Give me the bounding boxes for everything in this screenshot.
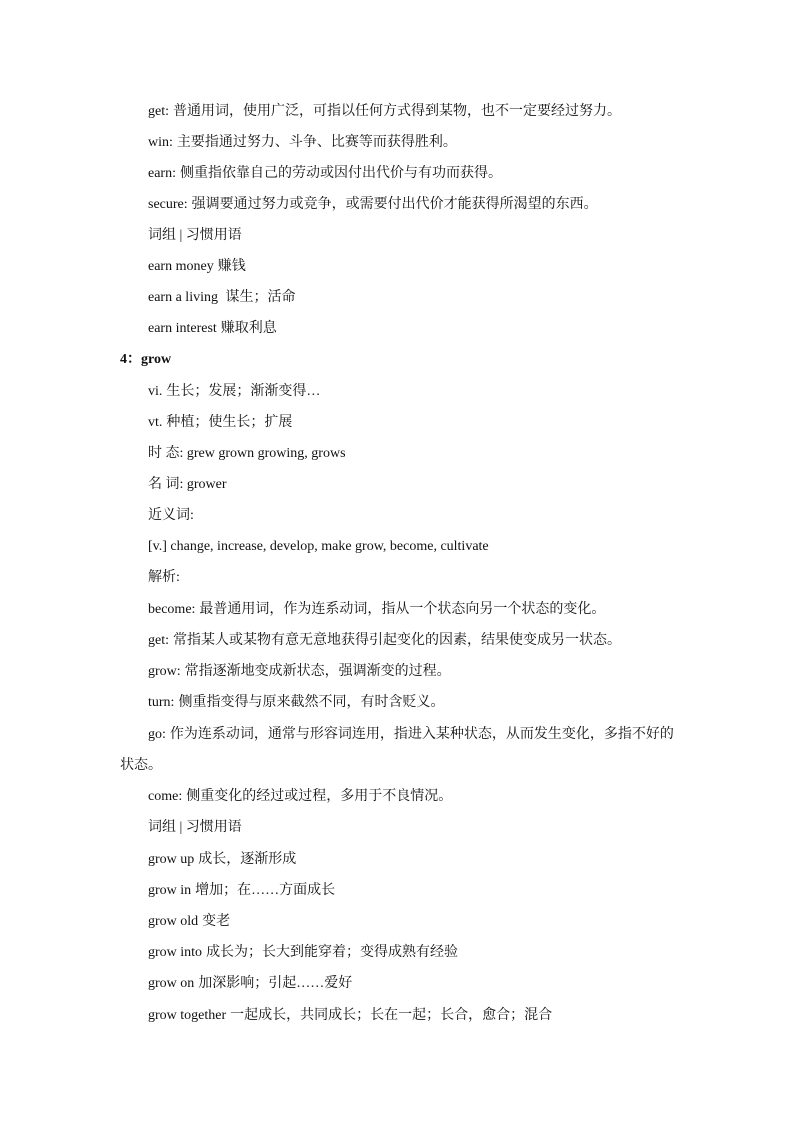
grow-definition-vi: vi. 生长；发展；渐渐变得… <box>148 384 321 399</box>
grow-phrase-up: grow up 成长，逐渐形成 <box>148 852 297 867</box>
grow-analysis-get: get: 常指某人或某物有意无意地获得引起变化的因素，结果使变成另一状态。 <box>148 633 621 648</box>
grow-synonyms-list: [v.] change, increase, develop, make grow, become, cultivate <box>148 539 489 554</box>
earn-synonym-secure: secure: 强调要通过努力或竞争，或需要付出代价才能获得所渴望的东西。 <box>148 197 598 212</box>
earn-phrase-money: earn money 赚钱 <box>148 259 246 274</box>
grow-heading: 4：grow <box>120 352 172 367</box>
grow-phrases-heading: 词组 | 习惯用语 <box>148 820 242 835</box>
earn-phrases-heading: 词组 | 习惯用语 <box>148 228 242 243</box>
grow-analysis-come: come: 侧重变化的经过或过程，多用于不良情况。 <box>148 789 453 804</box>
earn-synonym-get: get: 普通用词，使用广泛，可指以任何方式得到某物，也不一定要经过努力。 <box>148 104 621 119</box>
earn-phrase-interest: earn interest 赚取利息 <box>148 321 277 336</box>
grow-analysis-label: 解析: <box>148 570 180 585</box>
grow-phrase-together: grow together 一起成长，共同成长；长在一起；长合，愈合；混合 <box>148 1008 553 1023</box>
grow-analysis-grow: grow: 常指逐渐地变成新状态，强调渐变的过程。 <box>148 664 451 679</box>
grow-tense: 时 态: grew grown growing, grows <box>148 446 346 461</box>
earn-synonym-win: win: 主要指通过努力、斗争、比赛等而获得胜利。 <box>148 135 457 150</box>
grow-phrase-in: grow in 增加；在……方面成长 <box>148 883 336 898</box>
grow-noun: 名 词: grower <box>148 477 227 492</box>
grow-synonyms-label: 近义词: <box>148 508 194 523</box>
earn-phrase-living: earn a living 谋生；活命 <box>148 290 296 305</box>
grow-analysis-go: go: 作为连系动词，通常与形容词连用，指进入某种状态，从而发生变化，多指不好的 <box>148 727 674 742</box>
grow-analysis-become: become: 最普通用词，作为连系动词，指从一个状态向另一个状态的变化。 <box>148 602 606 617</box>
grow-analysis-go-continued: 状态。 <box>120 758 162 773</box>
grow-definition-vt: vt. 种植；使生长；扩展 <box>148 415 293 430</box>
grow-phrase-into: grow into 成长为；长大到能穿着；变得成熟有经验 <box>148 945 459 960</box>
grow-phrase-old: grow old 变老 <box>148 914 231 929</box>
grow-phrase-on: grow on 加深影响；引起……爱好 <box>148 976 353 991</box>
earn-synonym-earn: earn: 侧重指依靠自己的劳动或因付出代价与有功而获得。 <box>148 166 502 181</box>
grow-analysis-turn: turn: 侧重指变得与原来截然不同，有时含贬义。 <box>148 695 445 710</box>
